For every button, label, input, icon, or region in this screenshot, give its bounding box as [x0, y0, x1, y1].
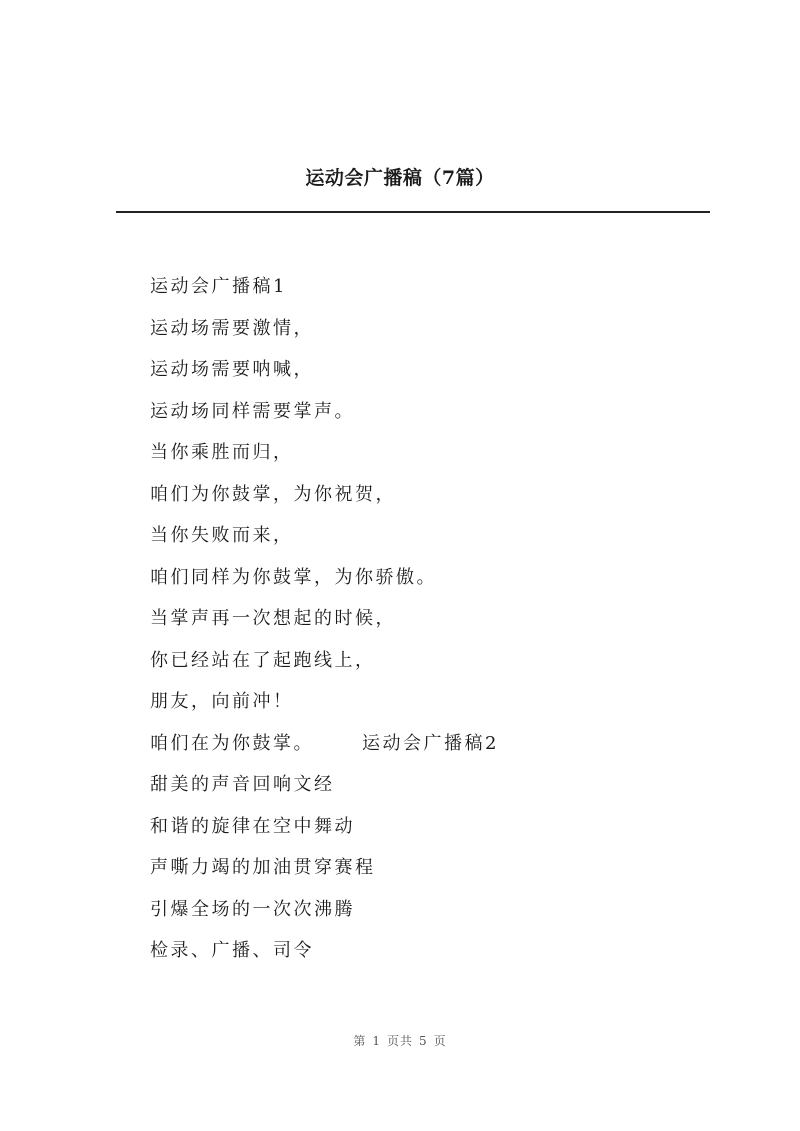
- text-line: 当掌声再一次想起的时候，: [150, 608, 396, 629]
- page-footer: [0, 1031, 800, 1051]
- text-line: 咱们同样为你鼓掌，为你骄傲。: [150, 566, 437, 588]
- footer-middle: 页共: [386, 1034, 413, 1048]
- title-divider: [116, 211, 710, 213]
- footer-suffix: 页: [433, 1034, 447, 1048]
- document-title: 运动会广播稿（7篇）: [305, 167, 495, 189]
- text-line: 当你乘胜而归，: [150, 442, 294, 463]
- text-segment: 咱们在为你鼓掌。: [150, 732, 314, 754]
- text-line: 你已经站在了起跑线上，: [150, 649, 376, 671]
- text-line: 朋友，向前冲！: [150, 691, 294, 712]
- text-line: 运动场同样需要掌声。: [150, 400, 355, 422]
- document-body: [150, 272, 710, 978]
- heading-line: 运动会广播稿1: [150, 276, 287, 297]
- text-line: 和谐的旋律在空中舞动: [150, 815, 355, 837]
- text-line-with-heading: [150, 729, 710, 771]
- text-line: 运动场需要激情，: [150, 317, 314, 339]
- text-line: 声嘶力竭的加油贯穿赛程: [150, 857, 376, 878]
- text-line: 引爆全场的一次次沸腾: [150, 898, 355, 920]
- text-line: 甜美的声音回响文经: [150, 774, 335, 795]
- text-line: 当你失败而来，: [150, 525, 294, 546]
- text-line: 咱们为你鼓掌，为你祝贺，: [150, 483, 396, 505]
- current-page-number: 1: [372, 1034, 381, 1048]
- heading-inline: 运动会广播稿2: [362, 732, 499, 754]
- text-line: 运动场需要呐喊，: [150, 359, 314, 380]
- footer-prefix: 第: [353, 1034, 367, 1048]
- text-line: 检录、广播、司令: [150, 940, 314, 961]
- total-pages: 5: [419, 1034, 428, 1048]
